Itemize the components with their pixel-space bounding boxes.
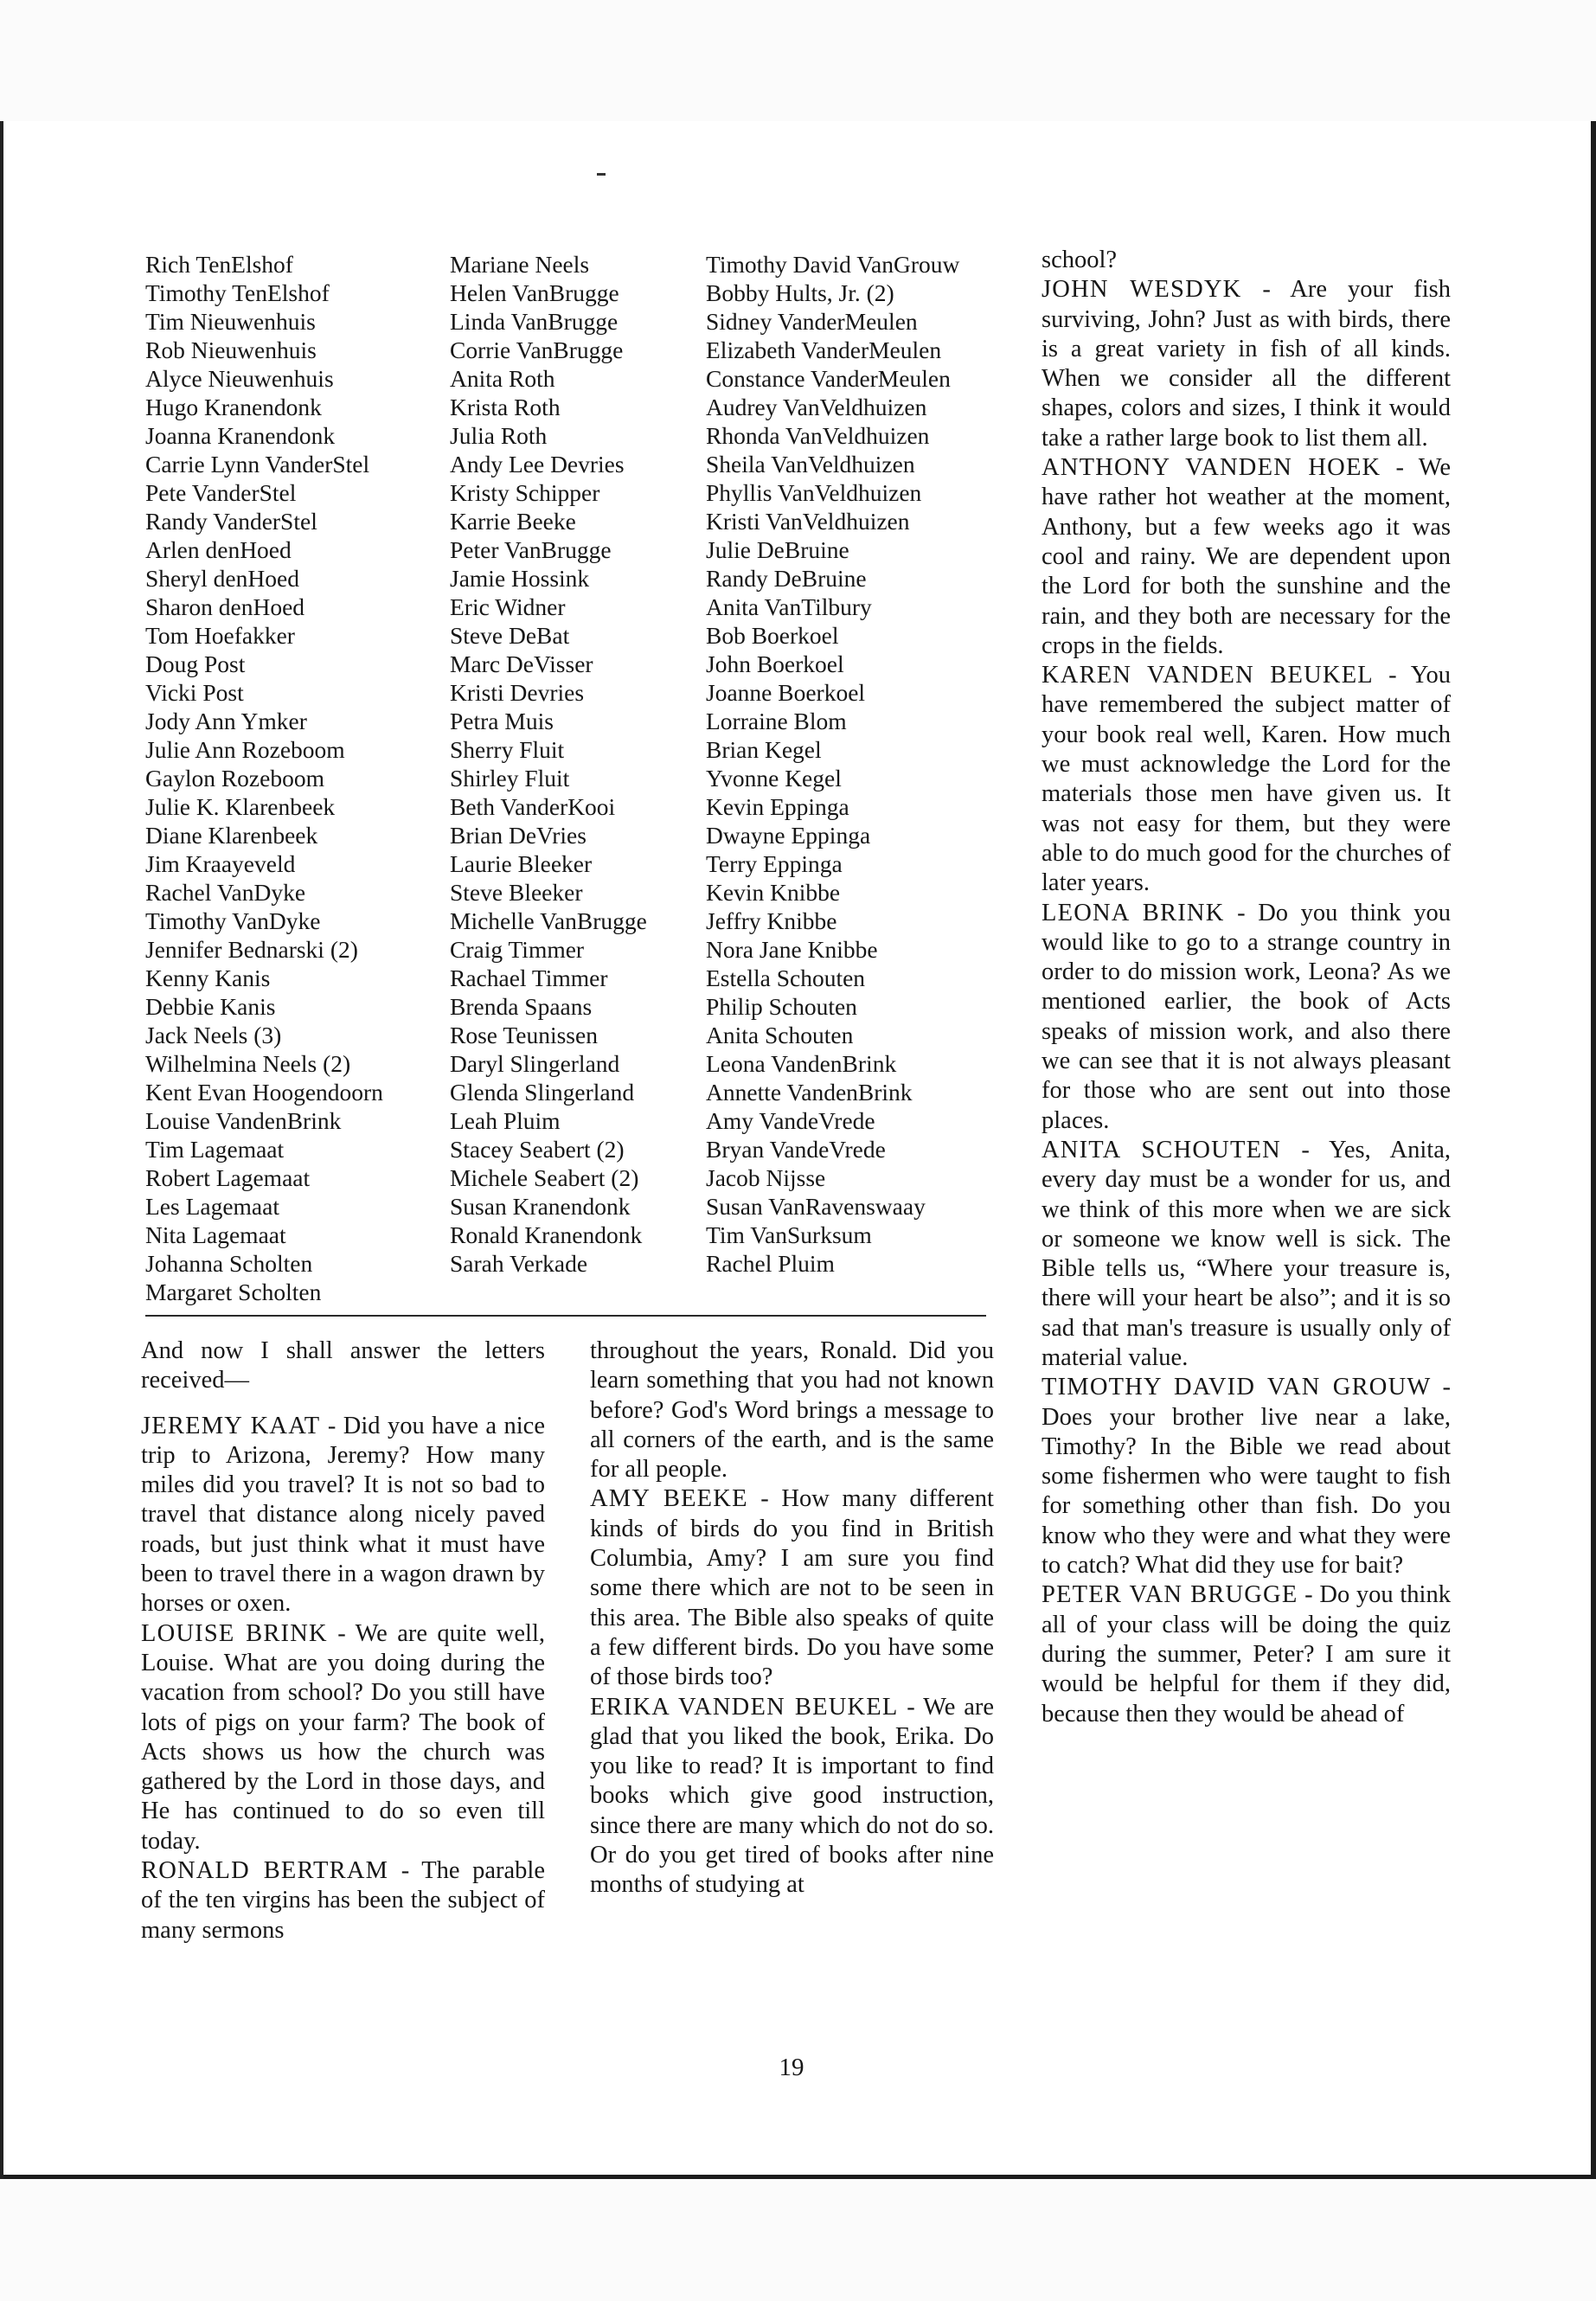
name-list-item: Steve Bleeker xyxy=(450,879,583,906)
name-list-item: Jack Neels (3) xyxy=(145,1022,282,1048)
name-list-item: Ronald Kranendonk xyxy=(450,1221,643,1248)
reply-text: - Did you have a nice trip to Arizona, Jeremy? How many miles did you travel? It is not so bad to travel that distance along nicely paved roads, but just think what it must have been to travel there in a wagon drawn by horses or oxen. xyxy=(141,1412,545,1618)
name-list-item: Dwayne Eppinga xyxy=(706,822,871,849)
name-list-item: Constance VanderMeulen xyxy=(706,365,951,392)
name-list-item: Michelle VanBrugge xyxy=(450,907,647,934)
name-list-item: Steve DeBat xyxy=(450,622,570,649)
name-list-item: Sheryl denHoed xyxy=(145,565,299,592)
name-list-item: Leona VandenBrink xyxy=(706,1050,897,1077)
name-list-item: Rob Nieuwenhuis xyxy=(145,336,317,363)
name-list-item: Laurie Bleeker xyxy=(450,850,593,877)
name-list-item: Corrie VanBrugge xyxy=(450,336,624,363)
letter-reply xyxy=(1042,1136,1451,1373)
letter-reply xyxy=(1042,453,1451,661)
name-list-item: Tim VanSurksum xyxy=(706,1221,872,1248)
name-list-item: Rachel VanDyke xyxy=(145,879,306,906)
name-list-item: Jennifer Bednarski (2) xyxy=(145,936,358,963)
name-list-item: Brenda Spaans xyxy=(450,993,593,1020)
letter-reply xyxy=(1042,1580,1451,1728)
recipient-name: LOUISE BRINK xyxy=(141,1619,328,1647)
name-list-item: Randy VanderStel xyxy=(145,508,317,535)
name-list-item: Jody Ann Ymker xyxy=(145,708,307,734)
name-list-item: Amy VandeVrede xyxy=(706,1107,875,1134)
name-list-item: Hugo Kranendonk xyxy=(145,394,322,420)
name-list-item: Pete VanderStel xyxy=(145,479,297,506)
name-list-item: Debbie Kanis xyxy=(145,993,276,1020)
name-list-item: Timothy VanDyke xyxy=(145,907,321,934)
reply-text: - We are quite well, Louise. What are you doing during the vacation from school? Do you still have lots of pigs on your farm? The book of Acts shows us how the church was gathered by the Lord in those days, and He has continued to do so even till today. xyxy=(141,1619,545,1855)
name-list-item: Joanna Kranendonk xyxy=(145,422,336,449)
scan-speck xyxy=(597,173,606,176)
name-list-item: Sherry Fluit xyxy=(450,736,565,763)
name-list-item: Leah Pluim xyxy=(450,1107,561,1134)
name-list-item: Diane Klarenbeek xyxy=(145,822,318,849)
name-list-item: Susan VanRavenswaay xyxy=(706,1193,926,1220)
scan-right-edge xyxy=(1591,121,1596,2180)
name-list-item: Glenda Slingerland xyxy=(450,1079,635,1106)
name-list-item: John Boerkoel xyxy=(706,651,844,677)
recipient-name: RONALD BERTRAM xyxy=(141,1857,389,1885)
name-list-item: Alyce Nieuwenhuis xyxy=(145,365,334,392)
name-list-item: Marc DeVisser xyxy=(450,651,593,677)
reply-text: - Do you think you would like to go to a strange country in order to do mission work, Leona? As we mentioned earlier, the book of Acts speaks of mission work, and also there we can see that it is not always pleasant for those who are sent out into those places. xyxy=(1042,899,1451,1134)
name-list-item: Bryan VandeVrede xyxy=(706,1136,886,1163)
name-list-item: Anita Roth xyxy=(450,365,555,392)
name-list-item: Robert Lagemaat xyxy=(145,1164,311,1191)
names-column-2 xyxy=(450,250,647,1278)
name-list-item: Julie K. Klarenbeek xyxy=(145,793,336,820)
recipient-name: PETER VAN BRUGGE xyxy=(1042,1581,1298,1609)
name-list-item: Rose Teunissen xyxy=(450,1022,598,1048)
name-list-item: Arlen denHoed xyxy=(145,536,292,563)
name-list-item: Shirley Fluit xyxy=(450,765,570,792)
name-list-item: Jim Kraayeveld xyxy=(145,850,296,877)
name-list-item: Andy Lee Devries xyxy=(450,451,625,478)
letter-reply xyxy=(1042,275,1451,453)
recipient-name: JOHN WESDYK xyxy=(1042,276,1242,304)
letters-column-2 xyxy=(590,1336,994,1900)
recipient-name: LEONA BRINK xyxy=(1042,899,1225,926)
name-list-item: Michele Seabert (2) xyxy=(450,1164,639,1191)
name-list-item: Craig Timmer xyxy=(450,936,585,963)
name-list-item: Kristi Devries xyxy=(450,679,585,706)
names-column-3 xyxy=(706,250,959,1278)
recipient-name: ANTHONY VANDEN HOEK xyxy=(1042,454,1381,482)
name-list-item: Kenny Kanis xyxy=(145,965,271,991)
scan-left-edge xyxy=(0,121,3,2180)
name-list-item: Joanne Boerkoel xyxy=(706,679,866,706)
letter-reply xyxy=(141,1619,545,1856)
recipient-name: ERIKA VANDEN BEUKEL xyxy=(590,1693,899,1721)
name-list-item: Kevin Knibbe xyxy=(706,879,841,906)
names-column-1 xyxy=(145,250,383,1306)
letters-column-1 xyxy=(141,1336,545,1945)
name-list-item: Kristy Schipper xyxy=(450,479,600,506)
name-list-item: Sheila VanVeldhuizen xyxy=(706,451,915,478)
name-list-item: Anita VanTilbury xyxy=(706,593,872,620)
letter-reply xyxy=(141,1412,545,1619)
reply-text: - You have remembered the subject matter of your book real well, Karen. How much we must acknowledge the Lord for the materials those men have given us. It was not easy for them, but they were able to do much good for the churches of later years. xyxy=(1042,662,1451,897)
name-list-item: Linda VanBrugge xyxy=(450,308,619,335)
scan-top-margin xyxy=(0,0,1596,121)
name-list-item: Kevin Eppinga xyxy=(706,793,849,820)
name-list-item: Philip Schouten xyxy=(706,993,857,1020)
name-list-item: Jeffry Knibbe xyxy=(706,907,837,934)
name-list-item: Helen VanBrugge xyxy=(450,279,619,306)
reply-text: - The parable of the ten virgins has been the subject of many sermons xyxy=(141,1857,545,1944)
reply-text: school? xyxy=(1042,247,1118,273)
name-list-item: Audrey VanVeldhuizen xyxy=(706,394,927,420)
name-list-item: Nora Jane Knibbe xyxy=(706,936,878,963)
letters-intro: And now I shall answer the letters received— xyxy=(141,1337,545,1394)
section-divider xyxy=(145,1315,986,1317)
name-list-item: Johanna Scholten xyxy=(145,1250,313,1277)
letter-reply xyxy=(1042,1373,1451,1580)
name-list-item: Sharon denHoed xyxy=(145,593,305,620)
name-list-item: Rachael Timmer xyxy=(450,965,608,991)
name-list-item: Elizabeth VanderMeulen xyxy=(706,336,942,363)
scan-bottom-margin xyxy=(0,2179,1596,2301)
name-list-item: Beth VanderKooi xyxy=(450,793,616,820)
reply-text: - Do you think all of your class will be doing the quiz during the summer, Peter? I am sure it would be helpful for them if they did, because then they would be ahead of xyxy=(1042,1581,1451,1727)
name-list-item: Rich TenElshof xyxy=(145,251,293,278)
name-list-item: Nita Lagemaat xyxy=(145,1221,286,1248)
name-list-item: Estella Schouten xyxy=(706,965,866,991)
reply-text: - How many different kinds of birds do you find in British Columbia, Amy? I am sure you find some there which are not to be seen in this area. The Bible also speaks of quite a few different birds. Do you have some of those birds too? xyxy=(590,1485,994,1691)
name-list-item: Julie DeBruine xyxy=(706,536,849,563)
name-list-item: Stacey Seabert (2) xyxy=(450,1136,625,1163)
name-list-item: Lorraine Blom xyxy=(706,708,847,734)
name-list-item: Wilhelmina Neels (2) xyxy=(145,1050,351,1077)
name-list-item: Tim Lagemaat xyxy=(145,1136,285,1163)
name-list-item: Bobby Hults, Jr. (2) xyxy=(706,279,894,306)
name-list-item: Julie Ann Rozeboom xyxy=(145,736,345,763)
name-list-item: Tom Hoefakker xyxy=(145,622,295,649)
name-list-item: Terry Eppinga xyxy=(706,850,843,877)
letter-reply xyxy=(1042,246,1451,275)
letter-reply xyxy=(590,1693,994,1900)
name-list-item: Timothy TenElshof xyxy=(145,279,330,306)
name-list-item: Mariane Neels xyxy=(450,251,590,278)
name-list-item: Anita Schouten xyxy=(706,1022,854,1048)
reply-text: throughout the years, Ronald. Did you learn something that you had not known before? God's Word brings a message to all corners of the earth, and is the same for all people. xyxy=(590,1337,994,1484)
name-list-item: Rhonda VanVeldhuizen xyxy=(706,422,930,449)
letter-reply xyxy=(590,1336,994,1484)
name-list-item: Krista Roth xyxy=(450,394,561,420)
recipient-name: KAREN VANDEN BEUKEL xyxy=(1042,662,1374,689)
name-list-item: Karrie Beeke xyxy=(450,508,576,535)
reply-text: - We have rather hot weather at the moment, Anthony, but a few weeks ago it was cool and rainy. We are dependent upon the Lord for both the sunshine and the rain, and they both are necessary for the crops in the fields. xyxy=(1042,454,1451,659)
reply-text: - We are glad that you liked the book, Erika. Do you like to read? It is important to find books which give good instruction, since there are many which do not do so. Or do you get tired of books after nine months of studying at xyxy=(590,1693,994,1899)
recipient-name: AMY BEEKE xyxy=(590,1485,748,1513)
name-list-item: Susan Kranendonk xyxy=(450,1193,631,1220)
name-list-item: Petra Muis xyxy=(450,708,554,734)
page-number: 19 xyxy=(779,2054,804,2081)
letters-column-3 xyxy=(1042,246,1451,1729)
letter-reply xyxy=(1042,661,1451,898)
name-list-item: Vicki Post xyxy=(145,679,244,706)
letter-reply xyxy=(141,1856,545,1945)
name-list-item: Phyllis VanVeldhuizen xyxy=(706,479,922,506)
name-list-item: Yvonne Kegel xyxy=(706,765,842,792)
name-list-item: Brian DeVries xyxy=(450,822,586,849)
name-list-item: Sarah Verkade xyxy=(450,1250,588,1277)
name-list-item: Randy DeBruine xyxy=(706,565,867,592)
letter-reply xyxy=(590,1484,994,1692)
name-list-item: Jamie Hossink xyxy=(450,565,590,592)
name-list-item: Louise VandenBrink xyxy=(145,1107,342,1134)
reply-text: - Yes, Anita, every day must be a wonder for us, and we think of this more when we are sick or someone we know well is sick. The Bible tells us, “Where your treasure is, there will your heart be also”; and it is so sad that man's treasure is usually only of material value. xyxy=(1042,1136,1451,1371)
reply-text: - Does your brother live near a lake, Timothy? In the Bible we read about some fishermen who were taught to fish for something other than fish. Do you know who they were and what they were to catch? What did they use for bait? xyxy=(1042,1374,1451,1580)
reply-text: - Are your fish surviving, John? Just as with birds, there is a great variety in fish of all kinds. When we consider all the different shapes, colors and sizes, I think it would take a rather large book to list them all. xyxy=(1042,276,1451,452)
recipient-name: TIMOTHY DAVID VAN GROUW xyxy=(1042,1374,1432,1401)
name-list-item: Timothy David VanGrouw xyxy=(706,251,960,278)
name-list-item: Daryl Slingerland xyxy=(450,1050,620,1077)
name-list-item: Gaylon Rozeboom xyxy=(145,765,324,792)
name-list-item: Brian Kegel xyxy=(706,736,822,763)
name-list-item: Doug Post xyxy=(145,651,246,677)
name-list-item: Kristi VanVeldhuizen xyxy=(706,508,910,535)
recipient-name: JEREMY KAAT xyxy=(141,1412,321,1439)
name-list-item: Rachel Pluim xyxy=(706,1250,835,1277)
name-list-item: Julia Roth xyxy=(450,422,548,449)
name-list-item: Les Lagemaat xyxy=(145,1193,279,1220)
letter-reply xyxy=(1042,899,1451,1136)
name-list-item: Bob Boerkoel xyxy=(706,622,839,649)
name-list-item: Annette VandenBrink xyxy=(706,1079,913,1106)
name-list-item: Eric Widner xyxy=(450,593,566,620)
name-list-item: Tim Nieuwenhuis xyxy=(145,308,316,335)
name-list-item: Kent Evan Hoogendoorn xyxy=(145,1079,383,1106)
name-list-item: Margaret Scholten xyxy=(145,1279,322,1305)
name-list-item: Carrie Lynn VanderStel xyxy=(145,451,370,478)
name-list-item: Peter VanBrugge xyxy=(450,536,612,563)
name-list-item: Jacob Nijsse xyxy=(706,1164,826,1191)
name-list-item: Sidney VanderMeulen xyxy=(706,308,918,335)
recipient-name: ANITA SCHOUTEN xyxy=(1042,1136,1281,1163)
